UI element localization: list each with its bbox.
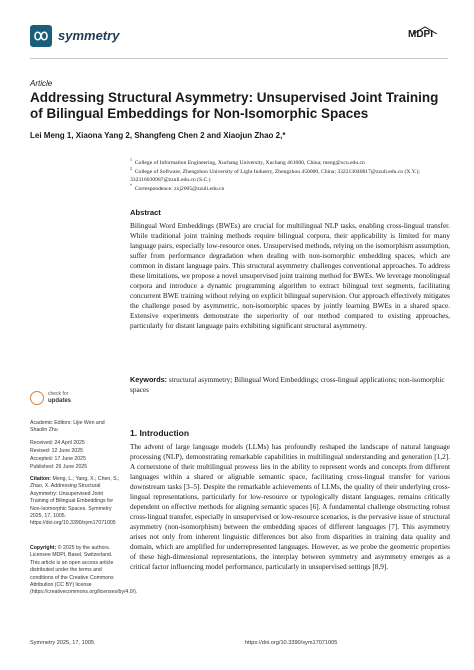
check-updates-label[interactable]: check for bbox=[48, 391, 69, 397]
footer-journal-ref: Symmetry 2025, 17, 1005 bbox=[30, 640, 95, 646]
journal-logo-icon bbox=[30, 25, 52, 47]
header-divider bbox=[30, 58, 448, 59]
published-date: Published: 26 June 2025 bbox=[30, 464, 88, 470]
article-title: Addressing Structural Asymmetry: Unsupervised Joint Training of Bilingual Embeddings for Non-Isomorphic Spaces bbox=[30, 90, 439, 121]
publisher-logo[interactable]: MDPI bbox=[408, 29, 433, 40]
journal-name[interactable]: symmetry bbox=[58, 28, 120, 43]
academic-editors: Academic Editors: Lijie Wen and Shaolin Zhu bbox=[30, 420, 105, 434]
footer-doi-link[interactable]: https://doi.org/10.3390/sym17071005 bbox=[245, 640, 338, 646]
affiliation-1: $^1$ College of Information Engineering, Xuchang University, Xuchang 461000, China; meng@xcu.edu.cn bbox=[130, 157, 365, 166]
received-date: Received: 24 April 2025 bbox=[30, 440, 85, 446]
correspondence: * Correspondence: zxj2005@zzuli.edu.cn bbox=[130, 183, 225, 192]
section-heading-introduction: 1. Introduction bbox=[130, 428, 190, 438]
copyright: Copyright: © 2025 by the authors. Licensee MDPI, Basel, Switzerland. This article is an open access article distributed under the terms and conditions of the Creative Commons Attribution (CC BY) license (https://creativecommons.org/licenses/by/4.0/). bbox=[30, 545, 138, 596]
check-updates-icon[interactable] bbox=[30, 391, 44, 405]
affiliation-2: $^2$ College of Software, Zhengzhou University of Light Industry, Zhengzhou 450000, China; 332213040817@zzuli.edu.cn (X.Y.); 332316030987@zzuli.edu.cn (S.C.) bbox=[130, 166, 420, 183]
author-list: Lei Meng 1, Xiaona Yang 2, Shangfeng Chen 2 and Xiaojun Zhao 2,* bbox=[30, 131, 286, 140]
mdpi-logo-icon bbox=[411, 21, 439, 29]
citation: Citation: Meng, L.; Yang, X.; Chen, S.; Zhao, X. Addressing Structural Asymmetry: Unsupervised Joint Training of Bilingual Embeddings for Non-Isomorphic Spaces. Symmetry 2025, 17, 1005. https://doi.org/10.3390/sym17071005 bbox=[30, 476, 120, 527]
abstract-heading: Abstract bbox=[130, 208, 161, 217]
article-type: Article bbox=[30, 79, 53, 88]
check-updates-label-bold[interactable]: updates bbox=[48, 398, 72, 404]
introduction-paragraph: The advent of large language models (LLMs) has profoundly reshaped the landscape of natural language processing (NLP), demonstrating remarkable capabilities in multilingual understanding and generation [1,2]. A cornerstone of their multilingual prowess lies in the ability to represent words and concepts from different languages within a shared or alignable semantic space, facilitating cross-lingual transfer for various downstream tasks [3–5]. Despite the remarkable achievements of LLMs, the quality of their underlying cross-lingual representations, particularly for low-resource or typologically distant languages, remains critically dependent on effective methods for aligning semantic spaces [6]. A fundamental challenge obstructing robust cross-lingual transfer, especially in unsupervised or low-resource scenarios, is the pervasive issue of structural asymmetry (non-isomorphism) between the embedding spaces of different languages [7]. This asymmetry arises not only from inherent linguistic differences but also from disparities in training data quality and domain, which are amplified for underrepresented languages. However, as we probe the geometric properties of these high-dimensional representations, the interplay between symmetry and asymmetry emerges as a critical factor influencing model performance, particularly in unsupervised settings [8,9]. bbox=[130, 443, 450, 571]
accepted-date: Accepted: 17 June 2025 bbox=[30, 456, 86, 462]
keywords-label: Keywords: bbox=[130, 375, 168, 384]
keywords-text: structural asymmetry; Bilingual Word Embeddings; cross-lingual applications; non-isomorphic spaces bbox=[130, 376, 445, 394]
abstract-text: Bilingual Word Embeddings (BWEs) are crucial for multilingual NLP tasks, enabling cross-lingual transfer. While traditional joint training methods require bilingual corpora, their applicability is limited for many language pairs, especially low-resource ones. Unsupervised methods, relying on the isomorphism assumption, suffer from performance degradation when dealing with non-isomorphic embedding spaces, which are common in distant language pairs. This structural asymmetry challenges conventional approaches. To address these limitations, we propose a novel unsupervised joint training method for BWEs. We leverage monolingual corpora and introduce a dynamic programming algorithm to extract bilingual text segments, facilitating concurrent BWE training without relying on explicit bilingual supervision. Our approach effectively mitigates the challenge posed by asymmetric, non-isomorphic spaces by jointly learning BWEs in a shared space. Extensive experiments demonstrate the superiority of our method compared to existing approaches, particularly for distant language pairs exhibiting significant structural asymmetry. bbox=[130, 222, 450, 330]
keywords bbox=[130, 375, 450, 395]
revised-date: Revised: 12 June 2025 bbox=[30, 448, 84, 454]
